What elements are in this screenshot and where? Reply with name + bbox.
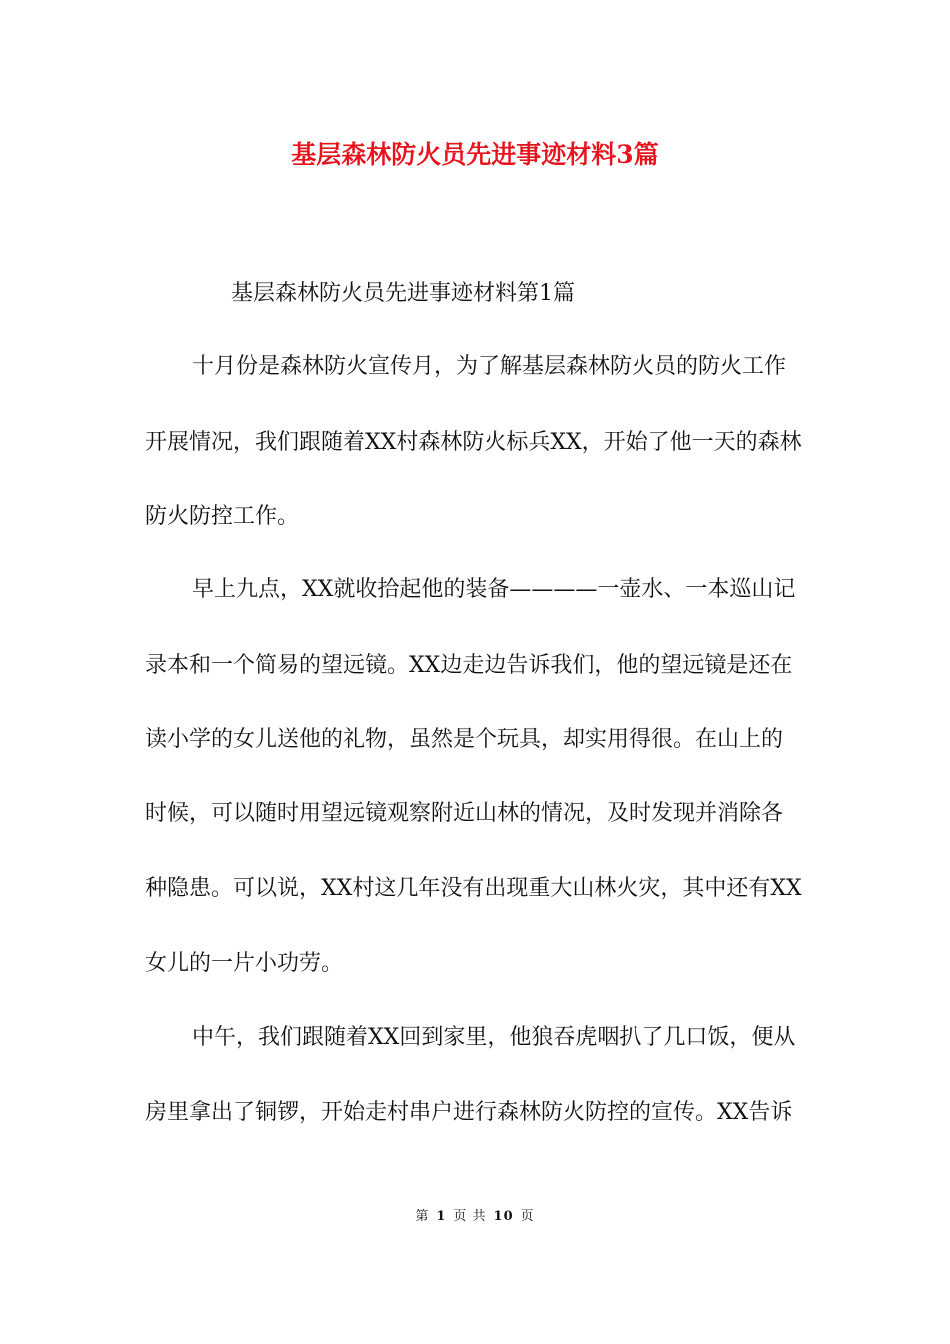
page-footer [0, 1207, 950, 1227]
footer-prefix: 第 [415, 1209, 430, 1224]
document-title: 基层森林防火员先进事迹材料3篇 [291, 140, 659, 169]
current-page-number: 1 [436, 1209, 447, 1224]
section-heading: 基层森林防火员先进事迹材料第1篇 [231, 281, 575, 306]
footer-suffix: 页 [520, 1209, 535, 1224]
footer-middle: 页 共 [453, 1209, 487, 1224]
total-pages-number: 10 [493, 1209, 514, 1224]
